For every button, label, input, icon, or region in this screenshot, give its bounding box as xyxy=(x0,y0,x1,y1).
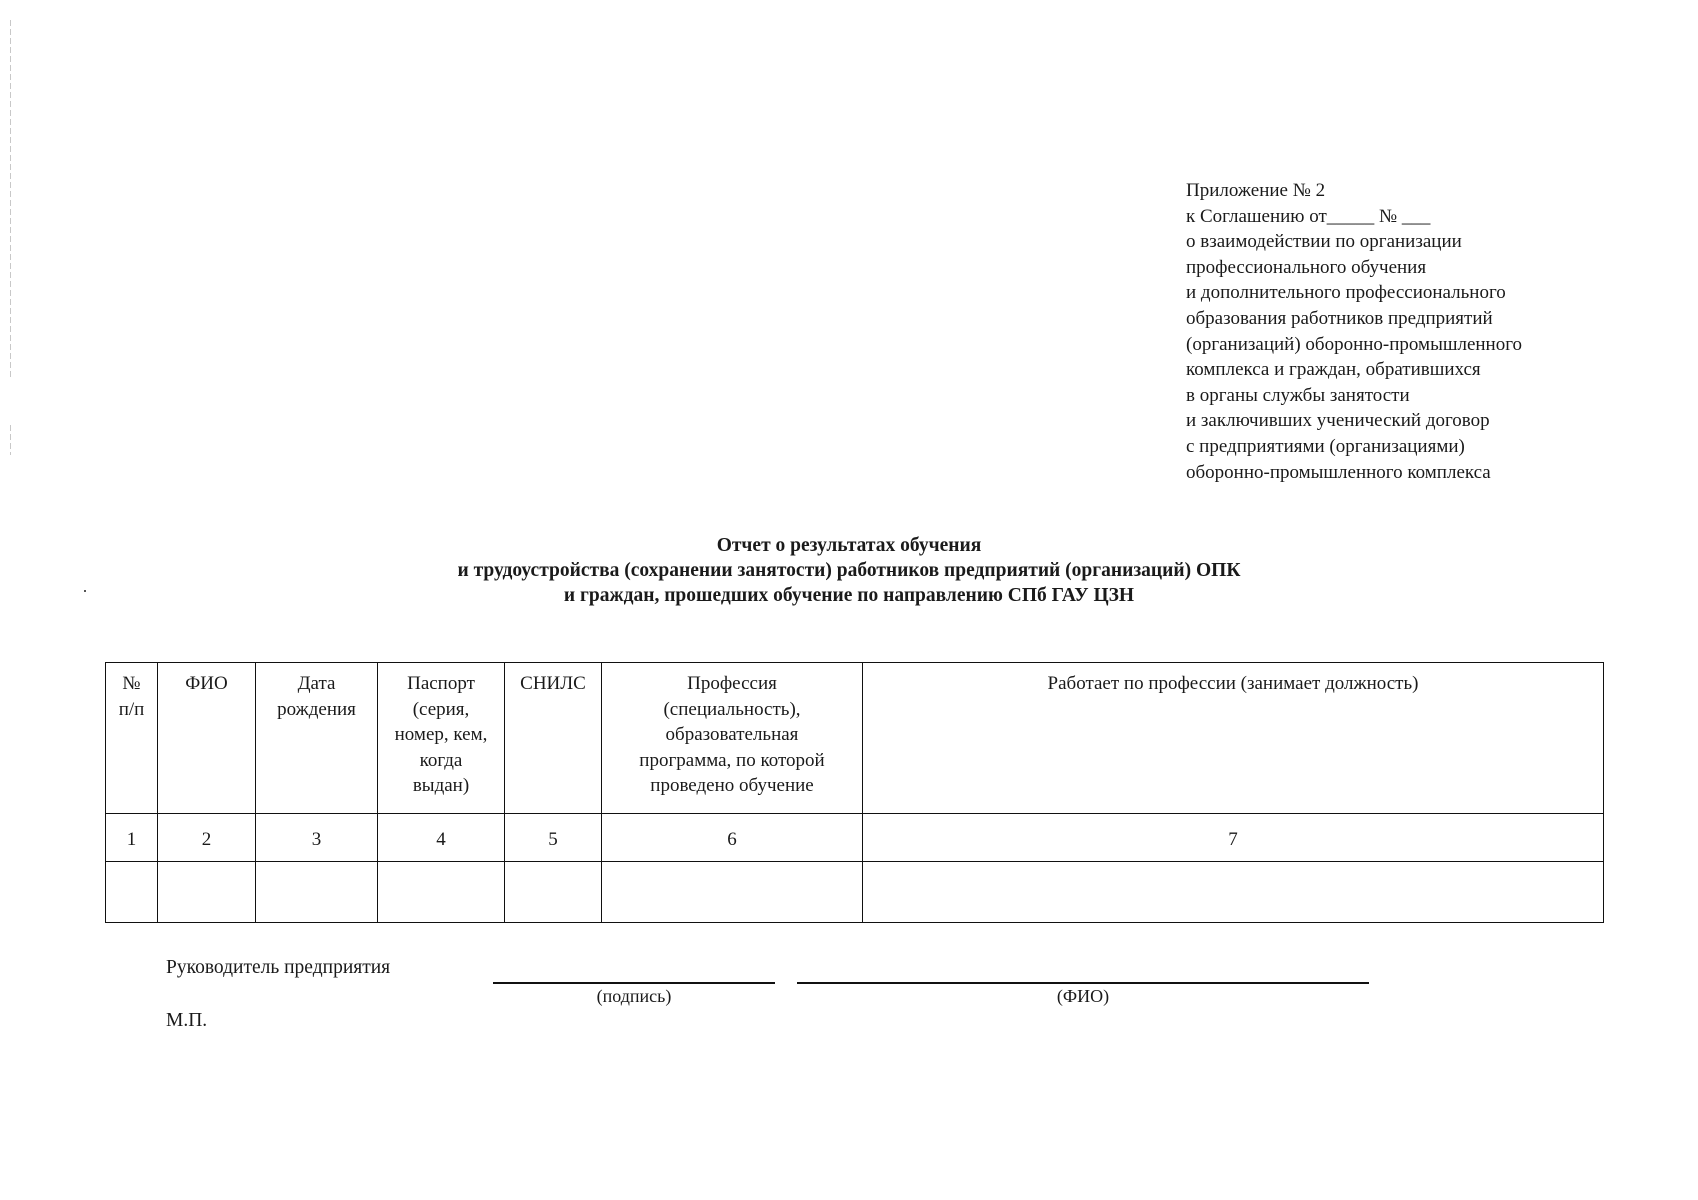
column-number: 1 xyxy=(106,814,158,862)
column-numbers-row xyxy=(106,814,1604,862)
table-row xyxy=(106,862,1604,923)
header-profession: Профессия (специальность), образовательная программа, по которой проведено обучение xyxy=(602,663,863,814)
table-cell xyxy=(106,862,158,923)
appendix-line: (организаций) оборонно-промышленного xyxy=(1186,333,1523,355)
column-number: 5 xyxy=(505,814,602,862)
header-passport: Паспорт (серия, номер, кем, когда выдан) xyxy=(378,663,505,814)
report-title-line: Отчет о результатах обучения xyxy=(716,535,982,556)
report-title xyxy=(0,533,1698,608)
stamp-label: М.П. xyxy=(166,1010,208,1031)
appendix-line: комплекса и граждан, обратившихся xyxy=(1186,359,1481,381)
column-number: 2 xyxy=(158,814,256,862)
header-number: № п/п xyxy=(106,663,158,814)
report-title-line: и граждан, прошедших обучение по направлению СПб ГАУ ЦЗН xyxy=(563,585,1135,606)
column-number: 4 xyxy=(378,814,505,862)
appendix-line: к Соглашению от_____ № ___ xyxy=(1186,205,1431,227)
column-number: 7 xyxy=(863,814,1604,862)
header-snils: СНИЛС xyxy=(505,663,602,814)
report-title-line: и трудоустройства (сохранении занятости) работников предприятий (организаций) ОПК xyxy=(457,560,1241,581)
appendix-line: и заключивших ученический договор xyxy=(1186,410,1490,432)
table-cell xyxy=(505,862,602,923)
signature-line xyxy=(493,982,775,984)
appendix-line: в органы службы занятости xyxy=(1186,384,1410,406)
name-line xyxy=(797,982,1369,984)
appendix-line: образования работников предприятий xyxy=(1186,307,1493,329)
scan-edge-mark xyxy=(10,425,11,455)
appendix-line: оборонно-промышленного комплекса xyxy=(1186,461,1491,483)
appendix-line: с предприятиями (организациями) xyxy=(1186,435,1465,457)
scan-edge-mark xyxy=(10,20,11,380)
appendix-line: профессионального обучения xyxy=(1186,256,1427,278)
table-header-row xyxy=(106,663,1604,814)
table-cell xyxy=(158,862,256,923)
appendix-line: о взаимодействии по организации xyxy=(1186,231,1462,253)
appendix-block xyxy=(1186,178,1606,485)
table-cell xyxy=(863,862,1604,923)
report-table xyxy=(105,662,1604,923)
signature-caption: (подпись) xyxy=(596,986,672,1006)
table-cell xyxy=(378,862,505,923)
header-employment: Работает по профессии (занимает должность) xyxy=(863,663,1604,814)
column-number: 3 xyxy=(256,814,378,862)
column-number: 6 xyxy=(602,814,863,862)
table-cell xyxy=(602,862,863,923)
header-full-name: ФИО xyxy=(158,663,256,814)
name-caption: (ФИО) xyxy=(1056,986,1110,1006)
table-cell xyxy=(256,862,378,923)
signature-label: Руководитель предприятия xyxy=(166,957,391,978)
header-birth-date: Дата рождения xyxy=(256,663,378,814)
appendix-line: и дополнительного профессионального xyxy=(1186,282,1506,304)
appendix-line: Приложение № 2 xyxy=(1186,180,1326,201)
